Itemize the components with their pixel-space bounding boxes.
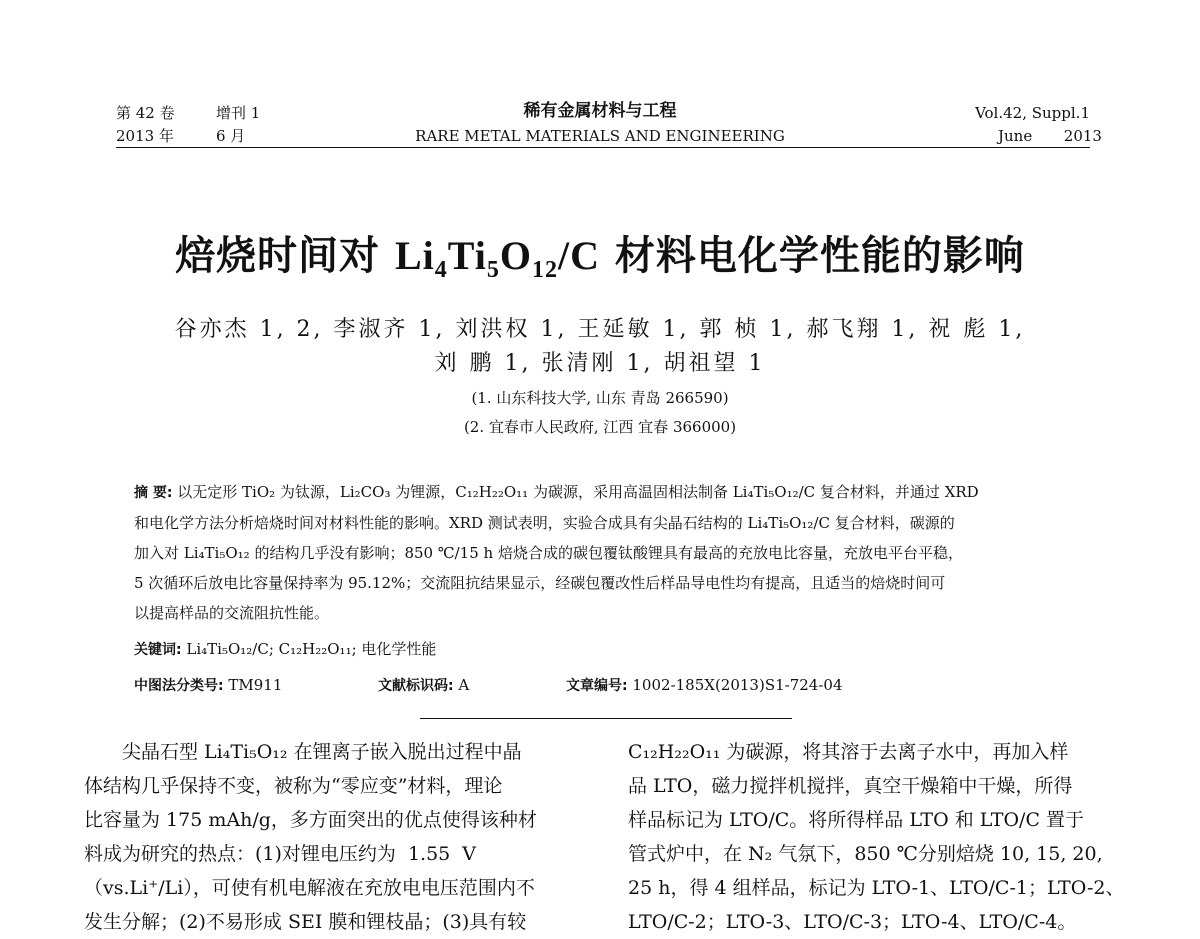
- body-line: 发生分解；(2)不易形成 SEI 膜和锂枝晶；(3)具有较: [84, 911, 527, 933]
- keywords-label: 关键词:: [134, 642, 182, 658]
- affiliation-1: (1. 山东科技大学, 山东 青岛 266590): [471, 389, 729, 407]
- body-line: 体结构几乎保持不变，被称为“零应变”材料，理论: [84, 775, 503, 797]
- header-date-en: [998, 125, 1102, 147]
- body-line: 管式炉中，在 N₂ 气氛下，850 ℃分别焙烧 10, 15, 20,: [628, 843, 1103, 865]
- doc-code: 文献标识码: A: [378, 676, 470, 694]
- abstract-line: 5 次循环后放电比容量保持率为 95.12%；交流阻抗结果显示，经碳包覆改性后样品导电性均有提高，且适当的焙烧时间可: [134, 574, 946, 592]
- title-suffix: 材料电化学性能的影响: [600, 233, 1025, 279]
- abstract: [134, 477, 1066, 628]
- header-vol-en: Vol.42, Suppl.1: [975, 104, 1090, 122]
- journal-title-cn: 稀有金属材料与工程: [523, 101, 677, 121]
- body-line: 样品标记为 LTO/C。将所得样品 LTO 和 LTO/C 置于: [628, 809, 1085, 831]
- authors-line-2: 刘 鹏 1, 张清刚 1, 胡祖望 1: [434, 351, 766, 376]
- header-year-en: 2013: [1063, 127, 1102, 145]
- title-formula: $Li_4Ti_5O_{12}/C$: [395, 233, 600, 283]
- body-column-left: [84, 735, 590, 939]
- body-line: 料成为研究的热点：(1)对锂电压约为 1.55 V: [84, 843, 477, 865]
- keywords: [134, 638, 436, 661]
- title-prefix: 焙烧时间对: [175, 233, 395, 279]
- paper-title: [0, 224, 1200, 281]
- keywords-text: Li₄Ti₅O₁₂/C; C₁₂H₂₂O₁₁; 电化学性能: [186, 640, 437, 658]
- header-month: 6 月: [216, 127, 246, 145]
- body-line: LTO/C-2；LTO-3、LTO/C-3；LTO-4、LTO/C-4。: [628, 911, 1077, 933]
- abstract-label: 摘 要:: [134, 485, 173, 501]
- header-volume: 第 42 卷: [116, 104, 175, 122]
- article-number: 文章编号: 1002-185X(2013)S1-724-04: [566, 676, 843, 694]
- abstract-line: 摘 要: 以无定形 TiO₂ 为钛源，Li₂CO₃ 为锂源，C₁₂H₂₂O₁₁ 为碳源，采用高温固相法制备 Li₄Ti₅O₁₂/C 复合材料，并通过 XRD: [134, 483, 979, 501]
- authors-line-1: 谷亦杰 1, 2, 李淑齐 1, 刘洪权 1, 王延敏 1, 郭 桢 1, 郝飞翔 1, 祝 彪 1,: [174, 317, 1026, 342]
- body-line: 尖晶石型 Li₄Ti₅O₁₂ 在锂离子嵌入脱出过程中晶: [122, 741, 522, 763]
- body-line: 品 LTO，磁力搅拌机搅拌，真空干燥箱中干燥，所得: [628, 775, 1073, 797]
- body-line: 比容量为 175 mAh/g，多方面突出的优点使得该种材: [84, 809, 537, 831]
- header-rule: [116, 147, 1090, 148]
- body-column-right: [628, 735, 1128, 939]
- journal-title-en: RARE METAL MATERIALS AND ENGINEERING: [415, 127, 785, 145]
- header-month-en: June: [998, 127, 1033, 145]
- body-line: C₁₂H₂₂O₁₁ 为碳源，将其溶于去离子水中，再加入样: [628, 741, 1069, 763]
- abstract-line: 和电化学方法分析焙烧时间对材料性能的影响。XRD 测试表明，实验合成具有尖晶石结构的 Li₄Ti₅O₁₂/C 复合材料，碳源的: [134, 514, 955, 532]
- header-suppl: 增刊 1: [216, 104, 261, 122]
- section-separator: [420, 718, 792, 719]
- header-year: 2013 年: [116, 127, 174, 145]
- body-line: （vs.Li⁺/Li），可使有机电解液在充放电电压范围内不: [84, 877, 535, 899]
- abstract-line: 加入对 Li₄Ti₅O₁₂ 的结构几乎没有影响；850 ℃/15 h 焙烧合成的碳包覆钛酸锂具有最高的充放电比容量，充放电平台平稳，: [134, 544, 963, 562]
- affiliation-2: (2. 宜春市人民政府, 江西 宜春 366000): [463, 418, 737, 436]
- clc-code: 中图法分类号: TM911: [134, 676, 283, 694]
- body-line: 25 h，得 4 组样品，标记为 LTO-1、LTO/C-1；LTO-2、: [628, 877, 1125, 899]
- abstract-line: 以提高样品的交流阻抗性能。: [134, 604, 330, 622]
